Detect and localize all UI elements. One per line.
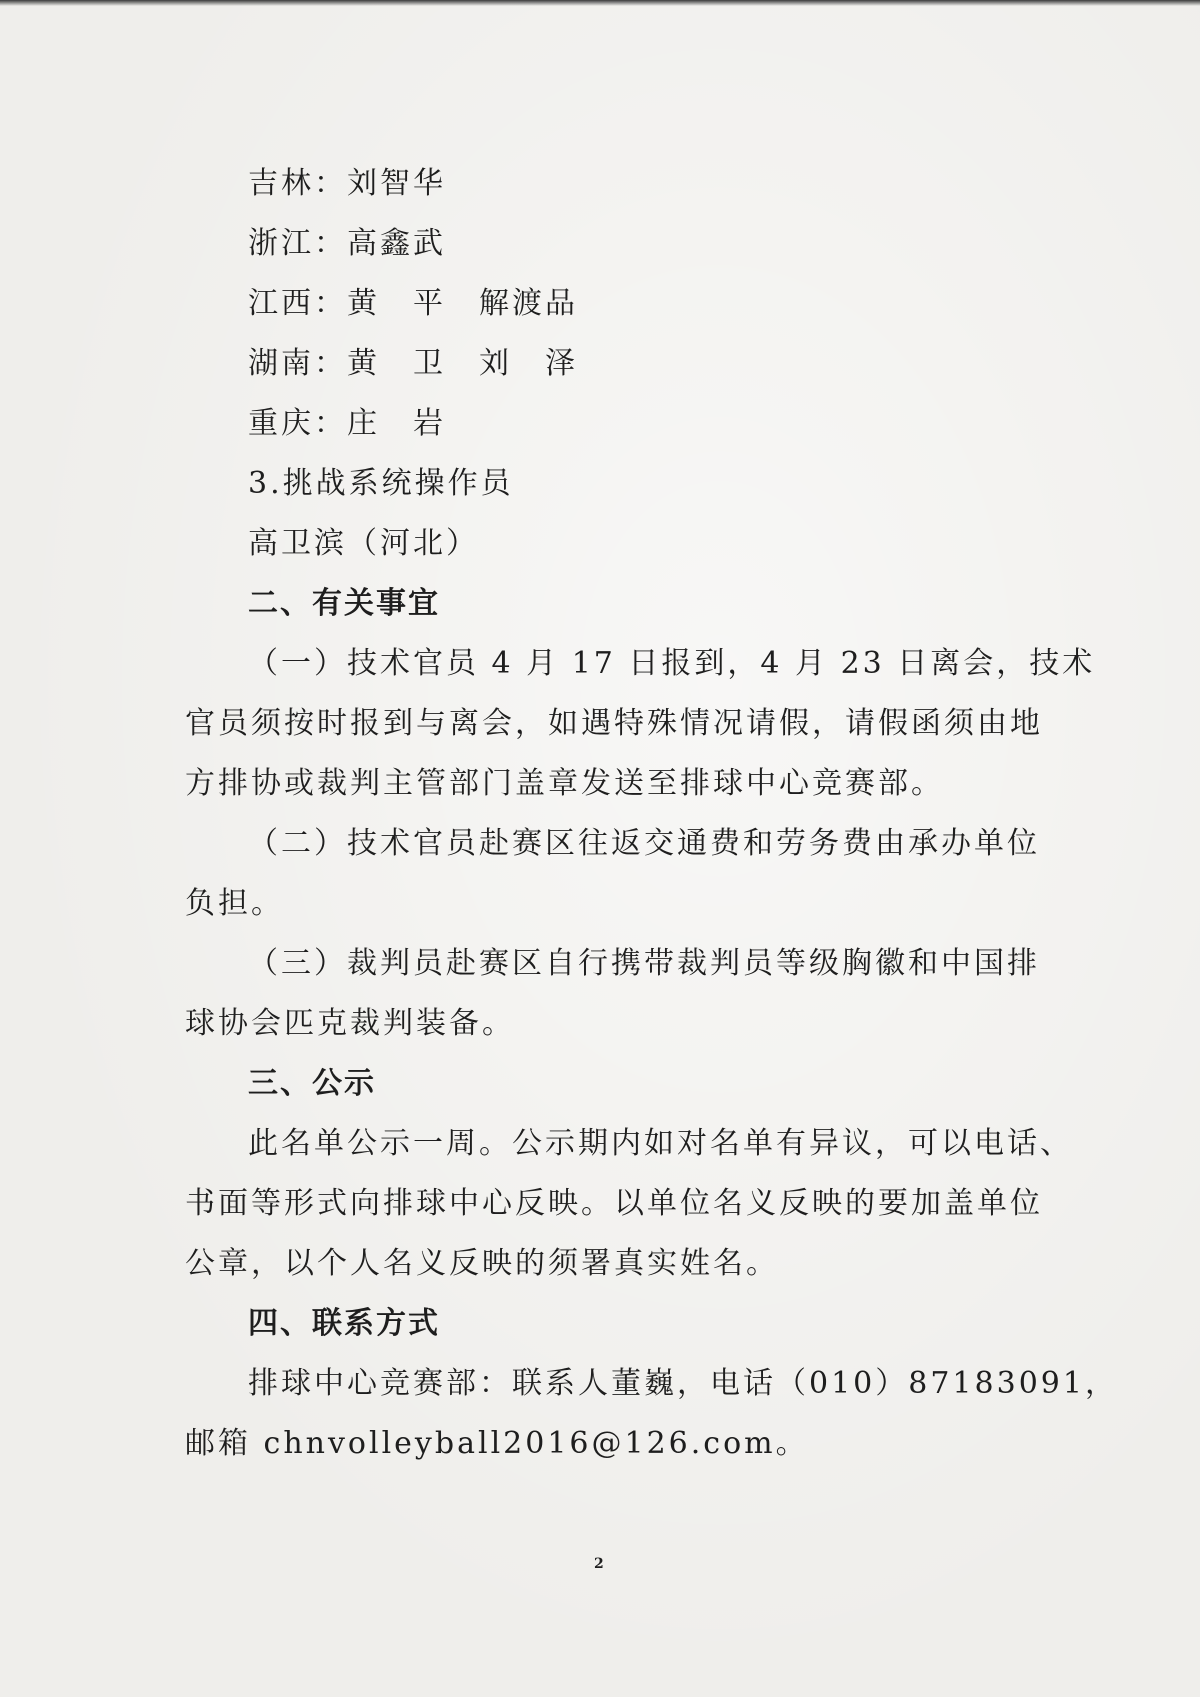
section-heading-announcement: 三、公示 bbox=[248, 1066, 376, 1101]
matters-para1-line1: （一）技术官员 4 月 17 日报到，4 月 23 日离会，技术 bbox=[248, 646, 1096, 681]
page-number: 2 bbox=[594, 1556, 604, 1572]
referee-line-zhejiang: 浙江：高鑫武 bbox=[248, 226, 446, 261]
contact-line1: 排球中心竞赛部：联系人董巍，电话（010）87183091， bbox=[248, 1366, 1118, 1401]
contact-line2: 邮箱 chnvolleyball2016@126.com。 bbox=[185, 1426, 809, 1461]
matters-para1-line2: 官员须按时报到与离会，如遇特殊情况请假，请假函须由地 bbox=[185, 706, 1043, 741]
matters-para1-line3: 方排协或裁判主管部门盖章发送至排球中心竞赛部。 bbox=[185, 766, 944, 801]
challenge-system-name: 高卫滨（河北） bbox=[248, 526, 479, 561]
matters-para2-line2: 负担。 bbox=[185, 886, 284, 921]
referee-line-chongqing: 重庆：庄 岩 bbox=[248, 406, 446, 441]
referee-line-jilin: 吉林：刘智华 bbox=[248, 166, 446, 201]
scan-top-edge bbox=[0, 0, 1200, 6]
announcement-line3: 公章，以个人名义反映的须署真实姓名。 bbox=[185, 1246, 779, 1281]
section-heading-matters: 二、有关事宜 bbox=[248, 586, 440, 621]
section-heading-contact: 四、联系方式 bbox=[248, 1306, 440, 1341]
announcement-line2: 书面等形式向排球中心反映。以单位名义反映的要加盖单位 bbox=[185, 1186, 1043, 1221]
challenge-system-title: 3.挑战系统操作员 bbox=[248, 466, 514, 501]
matters-para2-line1: （二）技术官员赴赛区往返交通费和劳务费由承办单位 bbox=[248, 826, 1040, 861]
matters-para3-line2: 球协会匹克裁判装备。 bbox=[185, 1006, 515, 1041]
referee-line-hunan: 湖南：黄 卫 刘 泽 bbox=[248, 346, 578, 381]
announcement-line1: 此名单公示一周。公示期内如对名单有异议，可以电话、 bbox=[248, 1126, 1073, 1161]
matters-para3-line1: （三）裁判员赴赛区自行携带裁判员等级胸徽和中国排 bbox=[248, 946, 1040, 981]
referee-line-jiangxi: 江西：黄 平 解渡品 bbox=[248, 286, 578, 321]
